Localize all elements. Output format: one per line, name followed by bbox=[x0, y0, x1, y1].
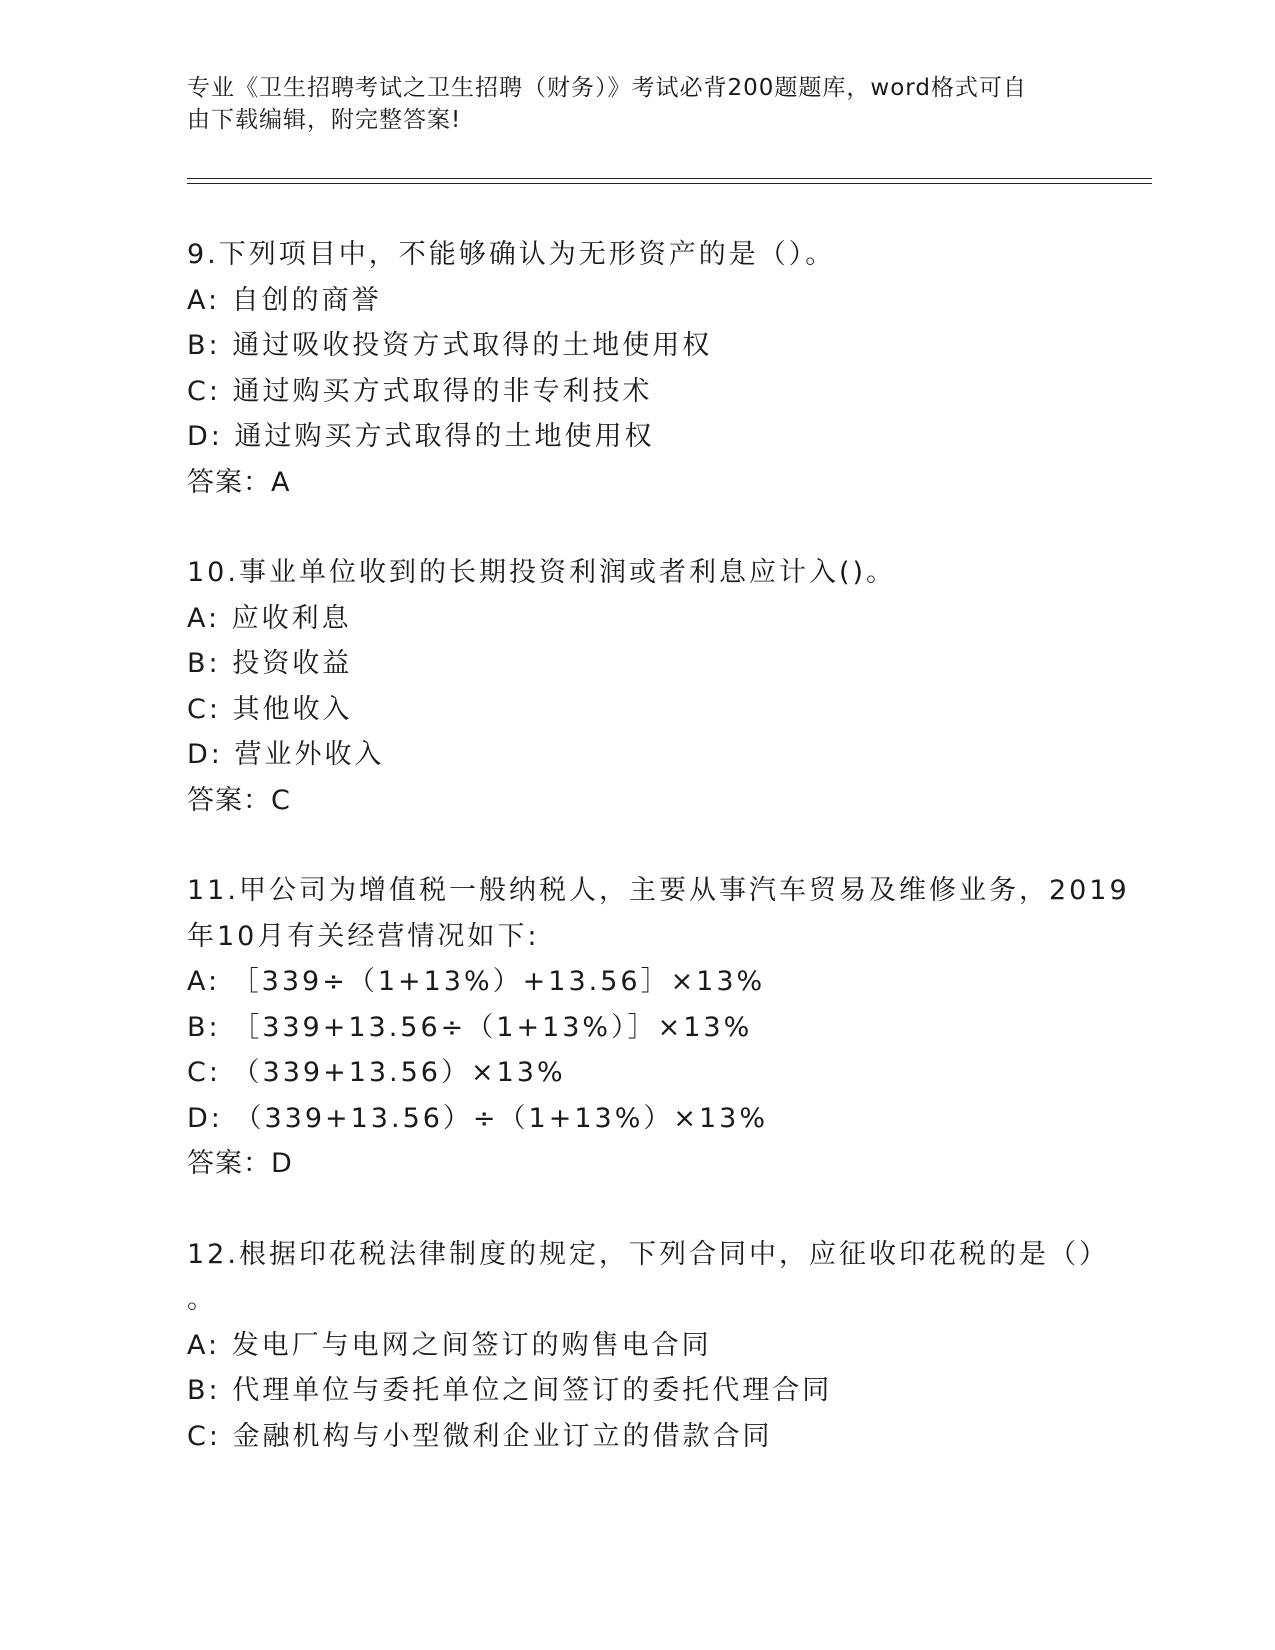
answer-line: 答案：A bbox=[187, 466, 291, 498]
answer-line: 答案：D bbox=[187, 1148, 293, 1179]
question-block bbox=[187, 1232, 1109, 1460]
option-d: D: 通过购买方式取得的土地使用权 bbox=[187, 421, 655, 452]
document-header bbox=[187, 72, 1067, 136]
option-c: C: （339+13.56）×13% bbox=[187, 1057, 566, 1088]
header-divider-bottom bbox=[187, 183, 1152, 184]
option-b: B: 投资收益 bbox=[187, 648, 353, 679]
question-block bbox=[187, 232, 1087, 505]
question-spacer bbox=[187, 505, 1087, 550]
option-b: B: ［339+13.56÷（1+13%）］×13% bbox=[187, 1011, 753, 1043]
question-block bbox=[187, 868, 1130, 1187]
question-stem: 10.事业单位收到的长期投资利润或者利息应计入()。 bbox=[187, 557, 897, 588]
question-spacer bbox=[187, 1187, 1087, 1232]
option-c: C: 通过购买方式取得的非专利技术 bbox=[187, 375, 653, 407]
question-spacer bbox=[187, 823, 1087, 868]
option-a: A: 发电厂与电网之间签订的购售电合同 bbox=[187, 1329, 712, 1361]
question-stem-continued: 年10月有关经营情况如下: bbox=[187, 920, 540, 952]
question-stem: 11.甲公司为增值税一般纳税人，主要从事汽车贸易及维修业务，2019 bbox=[187, 875, 1130, 906]
option-a: A: 应收利息 bbox=[187, 602, 352, 634]
option-a: A: 自创的商誉 bbox=[187, 284, 382, 316]
question-block bbox=[187, 550, 1087, 823]
option-d: D: （339+13.56）÷（1+13%）×13% bbox=[187, 1102, 768, 1134]
option-a: A: ［339÷（1+13%）+13.56］×13% bbox=[187, 966, 766, 997]
option-b: B: 通过吸收投资方式取得的土地使用权 bbox=[187, 330, 713, 361]
question-stem: 12.根据印花税法律制度的规定，下列合同中，应征收印花税的是（） bbox=[187, 1238, 1109, 1270]
question-list bbox=[187, 232, 1130, 1459]
option-c: C: 金融机构与小型微利企业订立的借款合同 bbox=[187, 1420, 773, 1452]
option-c: C: 其他收入 bbox=[187, 693, 353, 725]
option-d: D: 营业外收入 bbox=[187, 739, 385, 770]
header-line-1: 专业《卫生招聘考试之卫生招聘（财务）》考试必背200题题库，word格式可自 bbox=[187, 75, 1027, 101]
question-stem-continued: 。 bbox=[187, 1284, 217, 1315]
header-divider-top bbox=[187, 178, 1152, 179]
option-b: B: 代理单位与委托单位之间签订的委托代理合同 bbox=[187, 1375, 833, 1406]
header-line-2: 由下载编辑，附完整答案! bbox=[187, 107, 462, 133]
answer-line: 答案：C bbox=[187, 784, 291, 816]
question-stem: 9.下列项目中，不能够确认为无形资产的是（）。 bbox=[187, 239, 836, 270]
